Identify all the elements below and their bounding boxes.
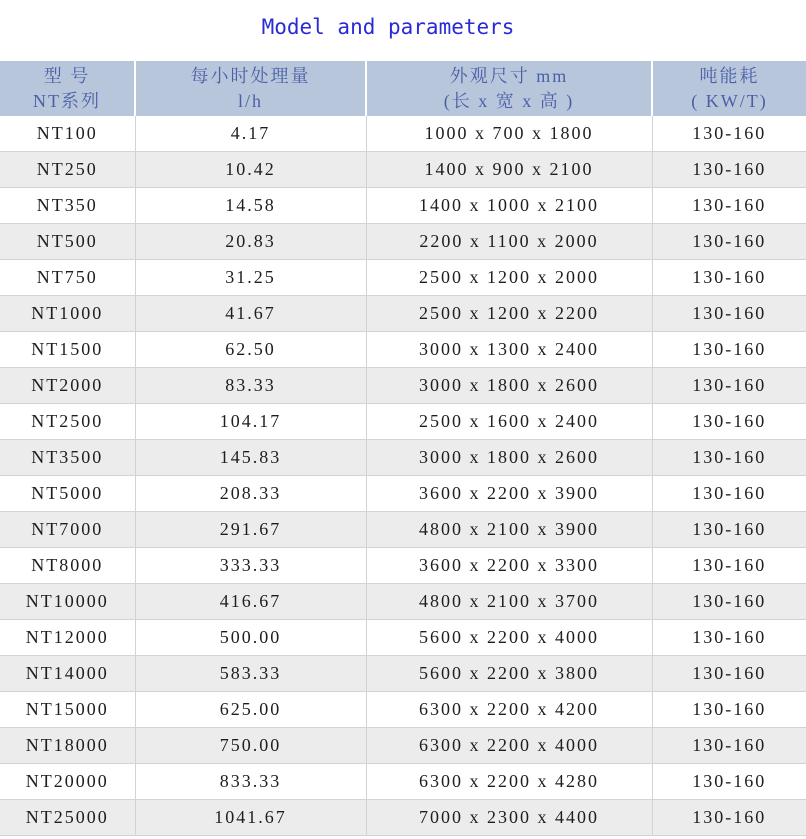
cell-capacity: 20.83 bbox=[135, 224, 366, 260]
table-row bbox=[0, 440, 806, 476]
cell-dimensions: 7000 x 2300 x 4400 bbox=[366, 800, 652, 836]
cell-dimensions: 6300 x 2200 x 4280 bbox=[366, 764, 652, 800]
cell-model: NT2500 bbox=[0, 404, 135, 440]
cell-model: NT500 bbox=[0, 224, 135, 260]
cell-dimensions: 3600 x 2200 x 3300 bbox=[366, 548, 652, 584]
header-model bbox=[0, 61, 135, 116]
header-energy-line1: 吨能耗 bbox=[699, 65, 760, 86]
cell-dimensions: 6300 x 2200 x 4200 bbox=[366, 692, 652, 728]
cell-capacity: 31.25 bbox=[135, 260, 366, 296]
cell-model: NT15000 bbox=[0, 692, 135, 728]
cell-energy: 130-160 bbox=[652, 296, 806, 332]
cell-model: NT5000 bbox=[0, 476, 135, 512]
cell-dimensions: 4800 x 2100 x 3700 bbox=[366, 584, 652, 620]
cell-capacity: 104.17 bbox=[135, 404, 366, 440]
cell-energy: 130-160 bbox=[652, 332, 806, 368]
table-row bbox=[0, 512, 806, 548]
header-dimensions bbox=[366, 61, 652, 116]
cell-energy: 130-160 bbox=[652, 440, 806, 476]
cell-dimensions: 3000 x 1800 x 2600 bbox=[366, 368, 652, 404]
cell-capacity: 625.00 bbox=[135, 692, 366, 728]
cell-model: NT1000 bbox=[0, 296, 135, 332]
table-row bbox=[0, 116, 806, 152]
cell-dimensions: 5600 x 2200 x 4000 bbox=[366, 620, 652, 656]
cell-dimensions: 6300 x 2200 x 4000 bbox=[366, 728, 652, 764]
cell-capacity: 83.33 bbox=[135, 368, 366, 404]
cell-capacity: 291.67 bbox=[135, 512, 366, 548]
table-row bbox=[0, 728, 806, 764]
table-row bbox=[0, 656, 806, 692]
cell-model: NT8000 bbox=[0, 548, 135, 584]
cell-energy: 130-160 bbox=[652, 116, 806, 152]
cell-capacity: 208.33 bbox=[135, 476, 366, 512]
header-model-line1: 型 号 bbox=[43, 65, 91, 86]
cell-capacity: 145.83 bbox=[135, 440, 366, 476]
cell-capacity: 500.00 bbox=[135, 620, 366, 656]
cell-dimensions: 1400 x 900 x 2100 bbox=[366, 152, 652, 188]
cell-model: NT10000 bbox=[0, 584, 135, 620]
table-row bbox=[0, 404, 806, 440]
header-dimensions-line1: 外观尺寸 mm bbox=[449, 65, 569, 86]
cell-capacity: 14.58 bbox=[135, 188, 366, 224]
cell-dimensions: 5600 x 2200 x 3800 bbox=[366, 656, 652, 692]
table-row bbox=[0, 800, 806, 836]
cell-model: NT3500 bbox=[0, 440, 135, 476]
cell-energy: 130-160 bbox=[652, 584, 806, 620]
table-body bbox=[0, 116, 806, 836]
table-row bbox=[0, 332, 806, 368]
cell-energy: 130-160 bbox=[652, 764, 806, 800]
cell-dimensions: 1000 x 700 x 1800 bbox=[366, 116, 652, 152]
cell-energy: 130-160 bbox=[652, 152, 806, 188]
cell-energy: 130-160 bbox=[652, 368, 806, 404]
cell-energy: 130-160 bbox=[652, 548, 806, 584]
cell-capacity: 583.33 bbox=[135, 656, 366, 692]
cell-energy: 130-160 bbox=[652, 260, 806, 296]
header-energy bbox=[652, 61, 806, 116]
page-title: Model and parameters bbox=[261, 15, 515, 39]
cell-dimensions: 3600 x 2200 x 3900 bbox=[366, 476, 652, 512]
cell-energy: 130-160 bbox=[652, 692, 806, 728]
table-row bbox=[0, 296, 806, 332]
cell-capacity: 833.33 bbox=[135, 764, 366, 800]
cell-dimensions: 2500 x 1600 x 2400 bbox=[366, 404, 652, 440]
table-row bbox=[0, 368, 806, 404]
table-row bbox=[0, 260, 806, 296]
table-row bbox=[0, 188, 806, 224]
cell-capacity: 750.00 bbox=[135, 728, 366, 764]
cell-capacity: 41.67 bbox=[135, 296, 366, 332]
table-row bbox=[0, 152, 806, 188]
parameters-table bbox=[0, 61, 806, 836]
header-dimensions-line2: (长 x 宽 x 高 ) bbox=[443, 90, 575, 111]
header-energy-line2: ( KW/T) bbox=[691, 90, 768, 111]
cell-model: NT14000 bbox=[0, 656, 135, 692]
cell-model: NT20000 bbox=[0, 764, 135, 800]
cell-energy: 130-160 bbox=[652, 476, 806, 512]
header-capacity-line2: l/h bbox=[237, 90, 263, 111]
header-capacity-line1: 每小时处理量 bbox=[190, 65, 311, 86]
cell-dimensions: 2500 x 1200 x 2000 bbox=[366, 260, 652, 296]
header-row bbox=[0, 61, 806, 116]
cell-capacity: 10.42 bbox=[135, 152, 366, 188]
cell-dimensions: 2200 x 1100 x 2000 bbox=[366, 224, 652, 260]
table-row bbox=[0, 548, 806, 584]
table-row bbox=[0, 764, 806, 800]
cell-capacity: 333.33 bbox=[135, 548, 366, 584]
cell-energy: 130-160 bbox=[652, 224, 806, 260]
cell-energy: 130-160 bbox=[652, 188, 806, 224]
cell-dimensions: 2500 x 1200 x 2200 bbox=[366, 296, 652, 332]
cell-model: NT2000 bbox=[0, 368, 135, 404]
cell-model: NT750 bbox=[0, 260, 135, 296]
table-header bbox=[0, 61, 806, 116]
cell-capacity: 62.50 bbox=[135, 332, 366, 368]
cell-capacity: 1041.67 bbox=[135, 800, 366, 836]
cell-capacity: 416.67 bbox=[135, 584, 366, 620]
cell-capacity: 4.17 bbox=[135, 116, 366, 152]
cell-energy: 130-160 bbox=[652, 620, 806, 656]
cell-dimensions: 4800 x 2100 x 3900 bbox=[366, 512, 652, 548]
cell-dimensions: 3000 x 1300 x 2400 bbox=[366, 332, 652, 368]
cell-energy: 130-160 bbox=[652, 404, 806, 440]
cell-model: NT7000 bbox=[0, 512, 135, 548]
cell-energy: 130-160 bbox=[652, 800, 806, 836]
table-row bbox=[0, 584, 806, 620]
table-row bbox=[0, 224, 806, 260]
table-row bbox=[0, 476, 806, 512]
cell-model: NT350 bbox=[0, 188, 135, 224]
cell-energy: 130-160 bbox=[652, 728, 806, 764]
cell-model: NT12000 bbox=[0, 620, 135, 656]
cell-dimensions: 3000 x 1800 x 2600 bbox=[366, 440, 652, 476]
cell-model: NT100 bbox=[0, 116, 135, 152]
cell-energy: 130-160 bbox=[652, 512, 806, 548]
cell-model: NT250 bbox=[0, 152, 135, 188]
cell-energy: 130-160 bbox=[652, 656, 806, 692]
header-capacity bbox=[135, 61, 366, 116]
cell-model: NT1500 bbox=[0, 332, 135, 368]
table-row bbox=[0, 692, 806, 728]
cell-dimensions: 1400 x 1000 x 2100 bbox=[366, 188, 652, 224]
cell-model: NT18000 bbox=[0, 728, 135, 764]
header-model-line2: NT系列 bbox=[33, 90, 101, 111]
table-row bbox=[0, 620, 806, 656]
cell-model: NT25000 bbox=[0, 800, 135, 836]
